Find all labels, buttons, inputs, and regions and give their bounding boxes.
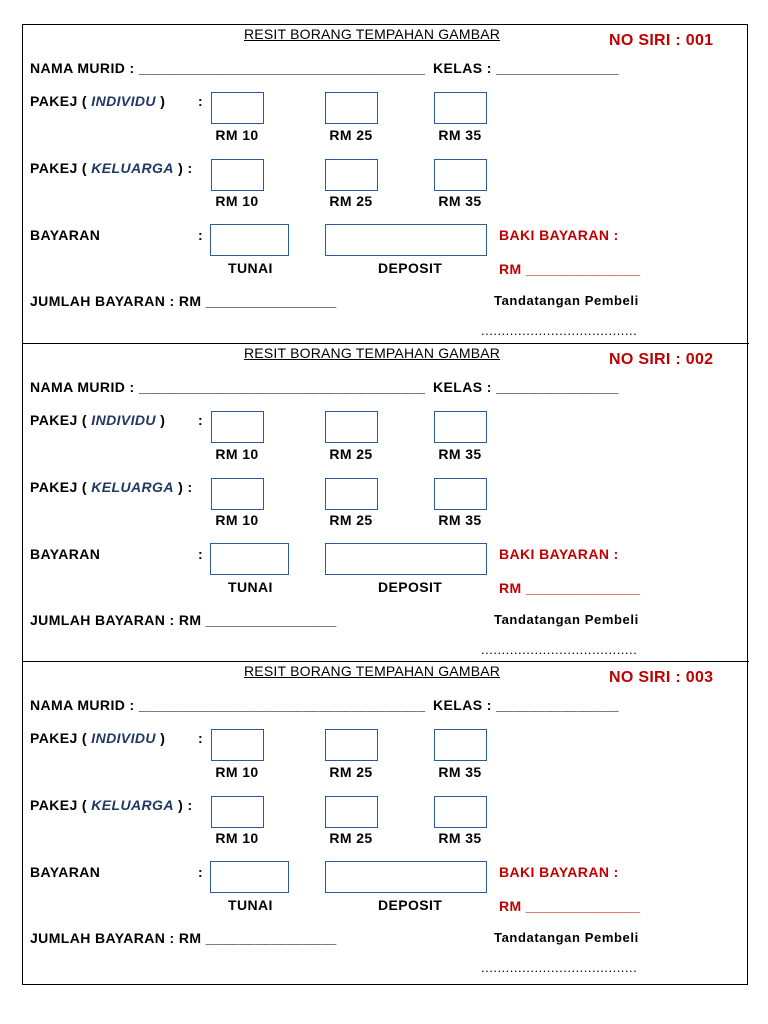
individual-rm35-checkbox[interactable] [434,411,487,443]
price-label: RM 10 [215,830,259,846]
receipt-001 [23,25,749,343]
student-name-label: NAMA MURID : ___________________________________ [30,60,426,76]
deposit-field[interactable] [325,224,487,256]
total-payment-label: JUMLAH BAYARAN : RM ________________ [30,293,337,309]
balance-label: BAKI BAYARAN : [499,546,619,562]
order-form [22,24,748,985]
receipt-002 [23,343,749,662]
payment-label: BAYARAN [30,546,101,562]
family-rm10-checkbox[interactable] [211,159,264,191]
balance-label: BAKI BAYARAN : [499,227,619,243]
total-payment-label: JUMLAH BAYARAN : RM ________________ [30,612,337,628]
buyer-signature-label: Tandatangan Pembeli [494,612,639,627]
family-rm35-checkbox[interactable] [434,159,487,191]
family-rm10-checkbox[interactable] [211,478,264,510]
individual-package-label: PAKEJ ( INDIVIDU ) [30,412,166,428]
individual-rm10-checkbox[interactable] [211,411,264,443]
price-label: RM 10 [215,127,259,143]
student-name-label: NAMA MURID : ___________________________________ [30,697,426,713]
signature-line: ...................................... [481,960,638,975]
price-label: RM 25 [329,127,373,143]
receipt-title: RESIT BORANG TEMPAHAN GAMBAR [244,663,501,679]
payment-label: BAYARAN [30,864,101,880]
price-label: RM 10 [215,193,259,209]
balance-amount-field: RM ______________ [499,580,641,596]
colon: : [198,412,204,428]
colon: : [198,730,204,746]
receipt-003 [23,661,749,980]
balance-amount-field: RM ______________ [499,261,641,277]
buyer-signature-label: Tandatangan Pembeli [494,293,639,308]
family-rm35-checkbox[interactable] [434,478,487,510]
class-label: KELAS : _______________ [433,60,619,76]
individual-package-label: PAKEJ ( INDIVIDU ) [30,93,166,109]
buyer-signature-label: Tandatangan Pembeli [494,930,639,945]
deposit-label: DEPOSIT [378,897,443,913]
colon: : [198,93,204,109]
deposit-label: DEPOSIT [378,260,443,276]
individual-package-label: PAKEJ ( INDIVIDU ) [30,730,166,746]
price-label: RM 25 [329,193,373,209]
price-label: RM 25 [329,764,373,780]
family-rm25-checkbox[interactable] [325,159,378,191]
price-label: RM 35 [438,193,482,209]
class-label: KELAS : _______________ [433,379,619,395]
price-label: RM 35 [438,446,482,462]
price-label: RM 10 [215,446,259,462]
individual-rm25-checkbox[interactable] [325,92,378,124]
total-payment-label: JUMLAH BAYARAN : RM ________________ [30,930,337,946]
balance-amount-field: RM ______________ [499,898,641,914]
deposit-field[interactable] [325,543,487,575]
signature-line: ...................................... [481,323,638,338]
family-package-label: PAKEJ ( KELUARGA ) : [30,797,193,813]
receipt-title: RESIT BORANG TEMPAHAN GAMBAR [244,345,501,361]
family-rm25-checkbox[interactable] [325,478,378,510]
cash-label: TUNAI [228,260,273,276]
payment-label: BAYARAN [30,227,101,243]
colon: : [198,864,204,880]
deposit-field[interactable] [325,861,487,893]
deposit-label: DEPOSIT [378,579,443,595]
individual-rm35-checkbox[interactable] [434,92,487,124]
price-label: RM 10 [215,512,259,528]
serial-number: NO SIRI : 001 [609,32,714,49]
serial-number: NO SIRI : 002 [609,351,714,368]
price-label: RM 25 [329,512,373,528]
serial-number: NO SIRI : 003 [609,669,714,686]
individual-rm10-checkbox[interactable] [211,92,264,124]
individual-rm35-checkbox[interactable] [434,729,487,761]
individual-rm10-checkbox[interactable] [211,729,264,761]
colon: : [198,546,204,562]
family-package-label: PAKEJ ( KELUARGA ) : [30,479,193,495]
family-rm35-checkbox[interactable] [434,796,487,828]
family-rm10-checkbox[interactable] [211,796,264,828]
price-label: RM 25 [329,446,373,462]
individual-rm25-checkbox[interactable] [325,729,378,761]
class-label: KELAS : _______________ [433,697,619,713]
price-label: RM 35 [438,764,482,780]
family-rm25-checkbox[interactable] [325,796,378,828]
price-label: RM 25 [329,830,373,846]
cash-label: TUNAI [228,579,273,595]
price-label: RM 10 [215,764,259,780]
student-name-label: NAMA MURID : ___________________________________ [30,379,426,395]
signature-line: ...................................... [481,642,638,657]
price-label: RM 35 [438,127,482,143]
cash-field[interactable] [210,543,289,575]
cash-field[interactable] [210,224,289,256]
price-label: RM 35 [438,830,482,846]
price-label: RM 35 [438,512,482,528]
balance-label: BAKI BAYARAN : [499,864,619,880]
individual-rm25-checkbox[interactable] [325,411,378,443]
cash-field[interactable] [210,861,289,893]
family-package-label: PAKEJ ( KELUARGA ) : [30,160,193,176]
colon: : [198,227,204,243]
receipt-title: RESIT BORANG TEMPAHAN GAMBAR [244,26,501,42]
cash-label: TUNAI [228,897,273,913]
